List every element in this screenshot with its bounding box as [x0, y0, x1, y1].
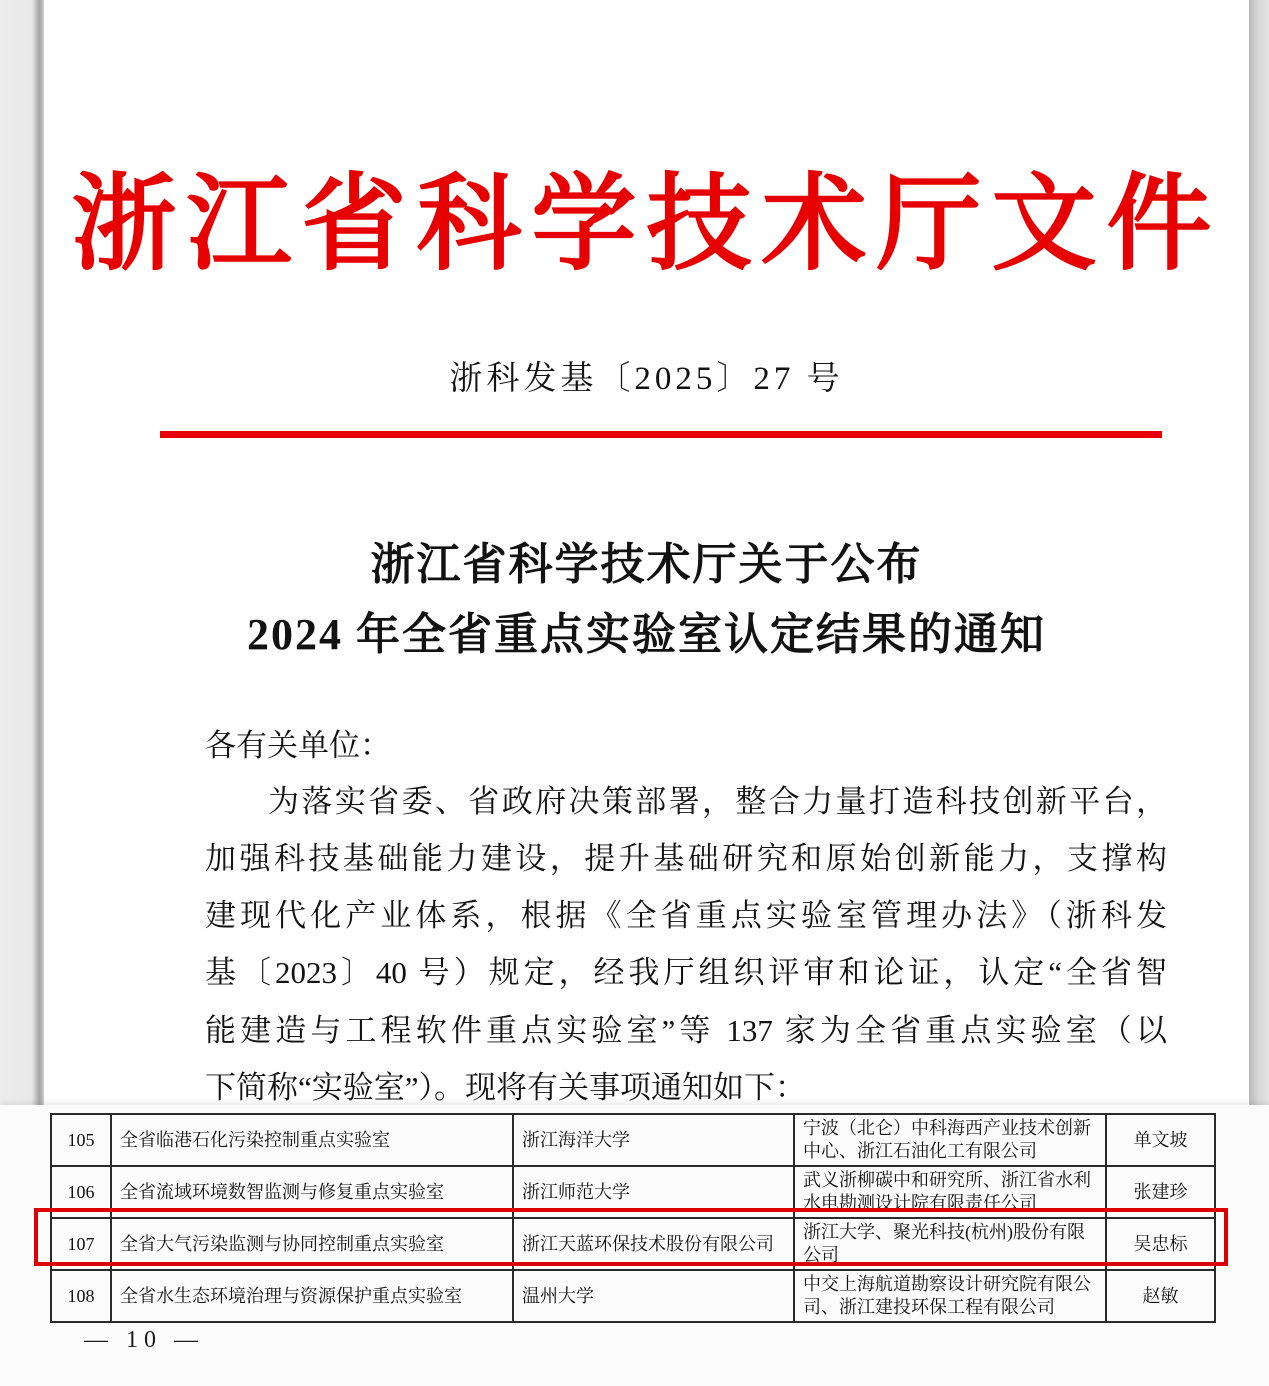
notice-title-line2: 2024 年全省重点实验室认定结果的通知: [247, 610, 1046, 659]
body-text-line: 下简称“实验室”）。现将有关事项通知如下：: [205, 1070, 807, 1105]
partner-org-cell: 武义浙柳碳中和研究所、浙江省水利水电勘测设计院有限责任公司: [794, 1166, 1106, 1218]
body-text-line: 加强科技基础能力建设，提升基础研究和原始创新能力，支撑构: [205, 841, 1167, 876]
table-row-106: [51, 1166, 1215, 1218]
letterhead-title: 浙江省科学技术厅文件: [71, 166, 1222, 283]
director-cell: 单文坡: [1106, 1114, 1215, 1166]
lab-name-cell: 全省流域环境数智监测与修复重点实验室: [111, 1166, 513, 1218]
partner-org-cell: 宁波（北仑）中科海西产业技术创新中心、浙江石油化工有限公司: [794, 1114, 1106, 1166]
notice-title-line1: 浙江省科学技术厅关于公布: [370, 540, 923, 589]
host-org-cell: 浙江海洋大学: [513, 1114, 794, 1166]
body-text-line: 为落实省委、省政府决策部署，整合力量打造科技创新平台，: [268, 784, 1167, 819]
host-org-cell: 温州大学: [513, 1270, 794, 1322]
row-number-cell: 105: [51, 1114, 111, 1166]
body-text-line: 能建造与工程软件重点实验室”等 137 家为全省重点实验室（以: [205, 1013, 1167, 1048]
partner-org-cell: 浙江大学、聚光科技(杭州)股份有限公司: [794, 1218, 1106, 1270]
host-org-cell: 浙江师范大学: [513, 1166, 794, 1218]
row-number-cell: 108: [51, 1270, 111, 1322]
row-number-cell: 106: [51, 1166, 111, 1218]
scan-right-edge: [1249, 0, 1269, 1112]
host-org-cell: 浙江天蓝环保技术股份有限公司: [513, 1218, 794, 1270]
partner-org-cell: 中交上海航道勘察设计研究院有限公司、浙江建投环保工程有限公司: [794, 1270, 1106, 1322]
director-cell: 张建珍: [1106, 1166, 1215, 1218]
body-text-line: 建现代化产业体系，根据《全省重点实验室管理办法》（浙科发: [205, 898, 1167, 933]
results-table: [50, 1113, 1216, 1323]
row-number-cell: 107: [51, 1218, 111, 1270]
table-row-108: [51, 1270, 1215, 1322]
director-cell: 吴忠标: [1106, 1218, 1215, 1270]
document-number: 浙科发基〔2025〕27 号: [449, 361, 844, 397]
lab-name-cell: 全省大气污染监测与协同控制重点实验室: [111, 1218, 513, 1270]
table-row-107-highlighted: [51, 1218, 1215, 1270]
table-row-105: [51, 1114, 1215, 1166]
director-cell: 赵敏: [1106, 1270, 1215, 1322]
letterhead-divider: [160, 431, 1162, 438]
page-number: — 10 —: [84, 1327, 204, 1353]
lab-name-cell: 全省水生态环境治理与资源保护重点实验室: [111, 1270, 513, 1322]
scan-left-edge: [0, 0, 44, 1108]
results-table-section: [0, 1105, 1269, 1386]
body-text-line: 基〔2023〕40 号）规定，经我厅组织评审和论证，认定“全省智: [205, 955, 1167, 990]
salutation: 各有关单位：: [205, 728, 391, 763]
lab-name-cell: 全省临港石化污染控制重点实验室: [111, 1114, 513, 1166]
